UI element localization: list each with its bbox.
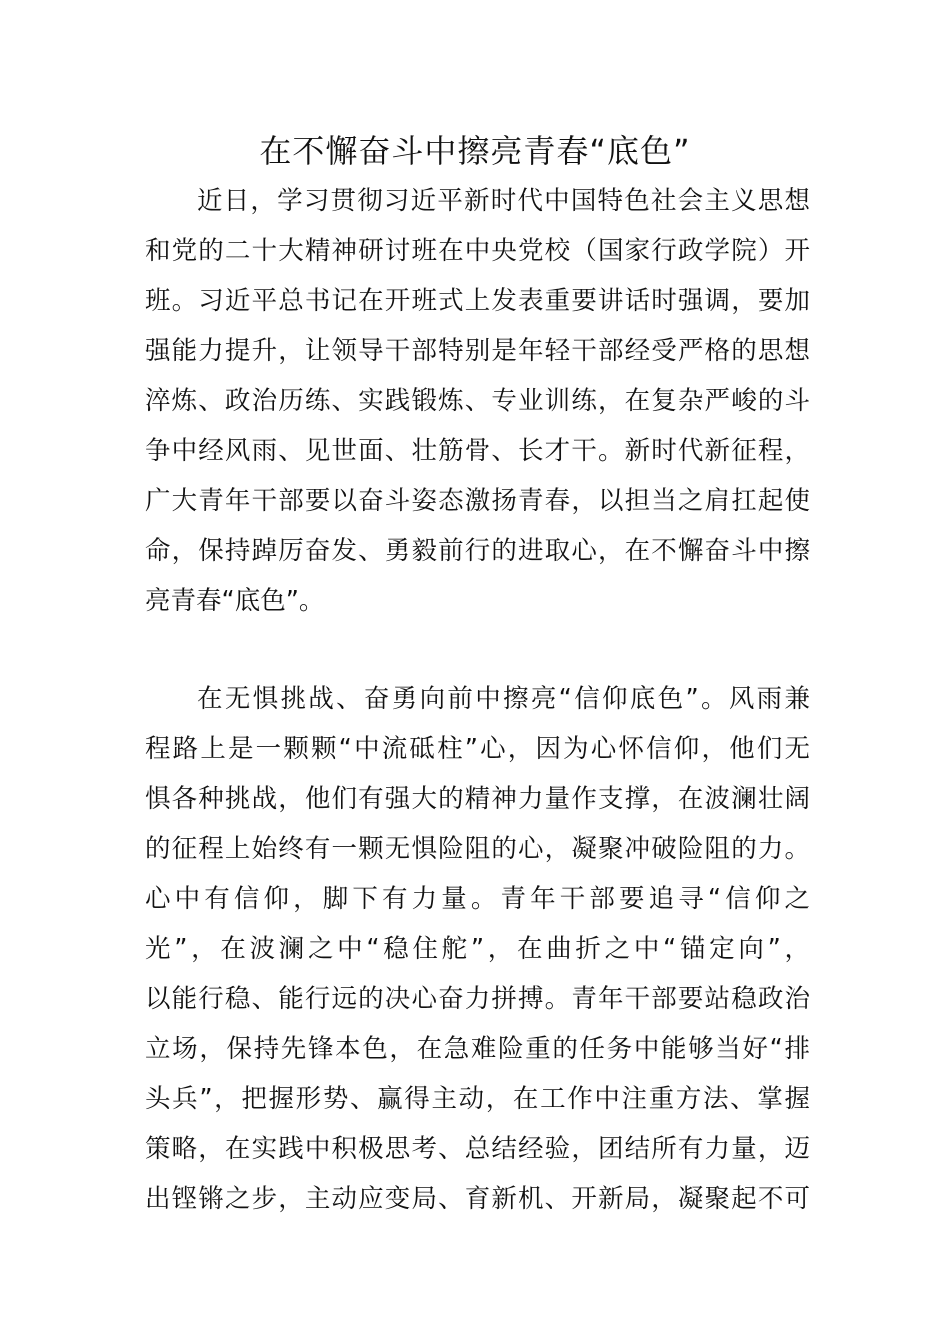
paragraph-line: 淬炼、政治历练、实践锻炼、专业训练，在复杂严峻的斗: [145, 386, 810, 416]
paragraph-2: [145, 674, 810, 1224]
paragraph-line: 立场，保持先锋本色，在急难险重的任务中能够当好“排: [145, 1034, 810, 1064]
paragraph-line: 的征程上始终有一颗无惧险阻的心，凝聚冲破险阻的力。: [145, 834, 810, 864]
document-title: 在不懈奋斗中擦亮青春“底色”: [259, 132, 691, 170]
paragraph-line: 程路上是一颗颗“中流砥柱”心，因为心怀信仰，他们无: [145, 734, 810, 764]
paragraph-line: 广大青年干部要以奋斗姿态激扬青春，以担当之肩扛起使: [145, 486, 810, 516]
paragraph-line: 策略，在实践中积极思考、总结经验，团结所有力量，迈: [145, 1134, 810, 1164]
paragraph-line: 头兵”，把握形势、赢得主动，在工作中注重方法、掌握: [145, 1084, 810, 1114]
paragraph-line: 强能力提升，让领导干部特别是年轻干部经受严格的思想: [145, 336, 810, 366]
paragraph-line: 在无惧挑战、奋勇向前中擦亮“信仰底色”。风雨兼: [197, 684, 810, 714]
paragraph-1: [145, 176, 810, 626]
paragraph-line: 光”，在波澜之中“稳住舵”，在曲折之中“锚定向”，: [145, 934, 810, 964]
paragraph-line: 以能行稳、能行远的决心奋力拼搏。青年干部要站稳政治: [145, 984, 810, 1014]
paragraph-line: 近日，学习贯彻习近平新时代中国特色社会主义思想: [197, 186, 810, 216]
paragraph-line: 惧各种挑战，他们有强大的精神力量作支撑，在波澜壮阔: [145, 784, 810, 814]
paragraph-line: 和党的二十大精神研讨班在中央党校（国家行政学院）开: [145, 236, 810, 266]
paragraph-line: 亮青春“底色”。: [145, 586, 325, 616]
paragraph-line: 争中经风雨、见世面、壮筋骨、长才干。新时代新征程，: [145, 436, 810, 466]
paragraph-line: 班。习近平总书记在开班式上发表重要讲话时强调，要加: [145, 286, 810, 316]
paragraph-line: 心中有信仰，脚下有力量。青年干部要追寻“信仰之: [145, 884, 810, 914]
paragraph-line: 出铿锵之步，主动应变局、育新机、开新局，凝聚起不可: [145, 1184, 810, 1214]
paragraph-line: 命，保持踔厉奋发、勇毅前行的进取心，在不懈奋斗中擦: [145, 536, 810, 566]
